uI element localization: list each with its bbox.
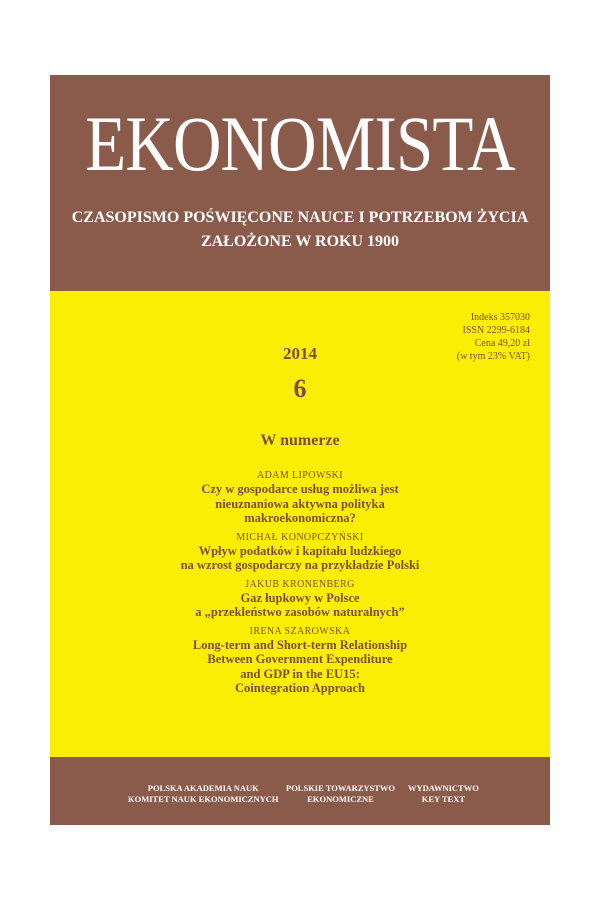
publisher-pte — [286, 783, 395, 805]
publisher-key-text — [408, 783, 479, 805]
article-item — [50, 469, 550, 526]
issue-year: 2014 — [283, 344, 317, 363]
article-title-line: Czy w gospodarce usług możliwa jest — [201, 482, 399, 496]
publisher-line: KOMITET NAUK EKONOMICZNYCH — [128, 794, 279, 804]
article-title-line: nieuznaniowa aktywna polityka — [215, 496, 385, 511]
article-title-line: Cointegration Approach — [235, 681, 365, 695]
journal-subtitle — [50, 206, 550, 254]
article-item — [50, 625, 550, 696]
publisher-line: POLSKIE TOWARZYSTWO — [286, 783, 396, 793]
article-title-line: and GDP in the EU15: — [240, 666, 360, 681]
article-title-line: na wzrost gospodarczy na przykładzie Polski — [180, 558, 420, 572]
article-list — [50, 469, 550, 701]
subtitle-line-1: CZASOPISMO POŚWIĘCONE NAUCE I POTRZEBOM ŻYCIA — [71, 209, 529, 226]
journal-masthead: EKONOMISTA — [85, 100, 515, 187]
publisher-line: EKONOMICZNE — [307, 794, 374, 804]
article-author: IRENA SZAROWSKA — [249, 625, 351, 637]
article-title-line: a „przekleństwo zasobów naturalnych” — [195, 605, 405, 619]
article-title-line: Long-term and Short-term Relationship — [192, 637, 408, 652]
publisher-line: WYDAWNICTWO — [408, 783, 479, 793]
cover-header — [50, 75, 550, 291]
article-item — [50, 531, 550, 573]
article-title-line: makroekonomiczna? — [244, 511, 356, 525]
journal-cover — [50, 75, 550, 825]
article-author: ADAM LIPOWSKI — [256, 470, 344, 481]
article-title — [50, 591, 550, 620]
cover-body — [50, 291, 550, 757]
article-title-line: Between Government Expenditure — [207, 652, 393, 666]
publisher-line: POLSKA AKADEMIA NAUK — [147, 783, 259, 793]
subtitle-line-2: ZAŁOŻONE W ROKU 1900 — [200, 233, 400, 250]
publisher-line: KEY TEXT — [421, 794, 466, 804]
article-title — [50, 544, 550, 573]
index-number: Indeks 357030 — [470, 312, 530, 323]
article-title-line: Gaz łupkowy w Polsce — [240, 590, 360, 605]
article-author: MICHAŁ KONOPCZYŃSKI — [236, 531, 364, 543]
issn-number: ISSN 2299-6184 — [462, 325, 530, 336]
article-title — [50, 482, 550, 526]
article-item — [50, 578, 550, 620]
price: Cena 49,20 zł — [474, 338, 530, 349]
issue-number: 6 — [293, 374, 307, 403]
cover-footer — [50, 757, 550, 825]
vat-note: (w tym 23% VAT) — [456, 351, 530, 362]
contents-heading: W numerze — [260, 432, 340, 449]
publisher-pan — [128, 783, 279, 805]
article-author: JAKUB KRONENBERG — [245, 578, 355, 590]
article-title-line: Wpływ podatków i kapitału ludzkiego — [198, 543, 402, 558]
article-title — [50, 638, 550, 696]
